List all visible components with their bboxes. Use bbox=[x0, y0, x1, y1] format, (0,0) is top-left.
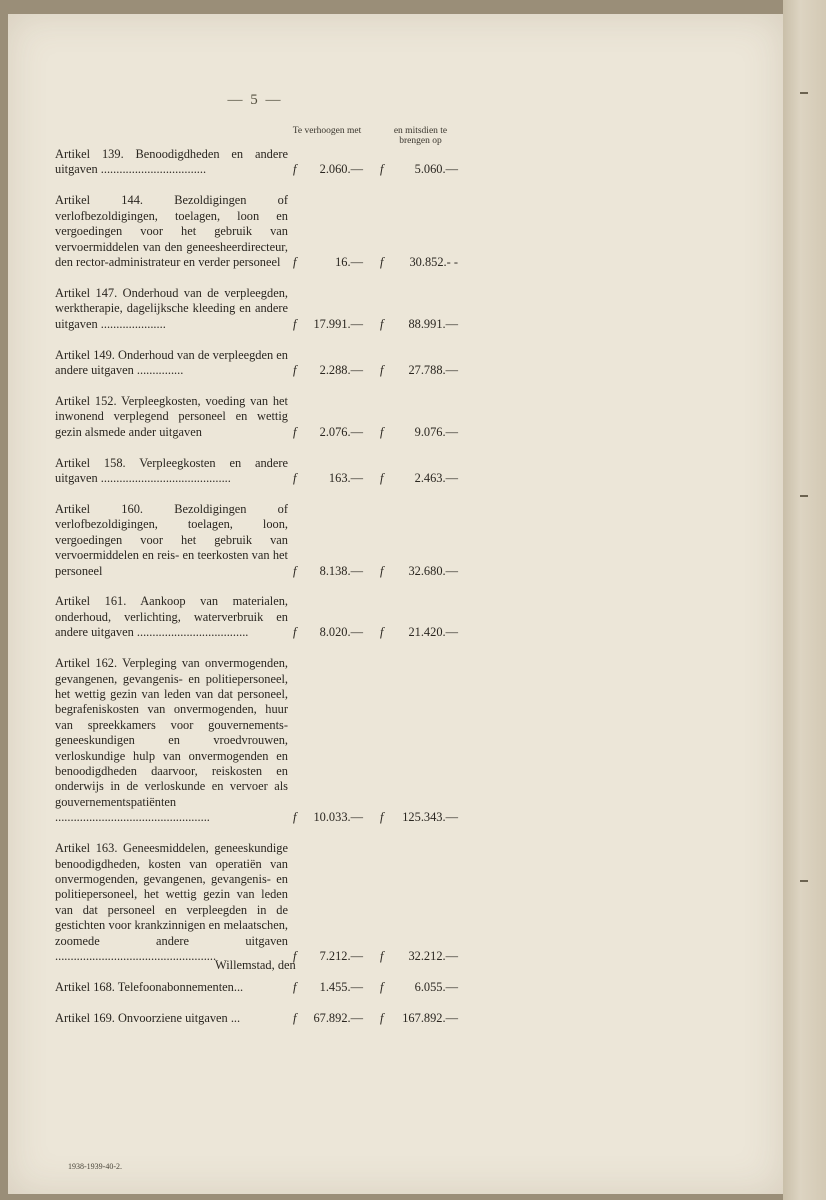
amount-value: 2.060.— bbox=[319, 162, 363, 177]
entry-increase-amount bbox=[293, 425, 365, 440]
currency-symbol: f bbox=[293, 1010, 297, 1025]
amount-value: 167.892.— bbox=[402, 1010, 458, 1025]
amount-value: 21.420.— bbox=[408, 625, 458, 640]
currency-symbol: f bbox=[293, 254, 297, 269]
entry-description: Artikel 139. Benoodigdheden en andere uitgaven .................................. bbox=[55, 147, 288, 177]
entry-description: Artikel 169. Onvoorziene uitgaven ... bbox=[55, 1010, 241, 1025]
entry-total-amount bbox=[380, 625, 460, 640]
amount-value: 9.076.— bbox=[414, 424, 458, 439]
edge-mark bbox=[800, 92, 808, 94]
entry-increase-amount bbox=[293, 980, 365, 995]
entry-increase-amount bbox=[293, 363, 365, 378]
currency-symbol: f bbox=[293, 471, 297, 485]
column-header-total-line2: brengen op bbox=[399, 136, 442, 146]
entry-description: Artikel 158. Verpleegkosten en andere uitgaven .......................................... bbox=[55, 455, 288, 485]
currency-symbol: f bbox=[293, 362, 297, 377]
budget-entry bbox=[55, 456, 465, 487]
signature-line: Willemstad, den bbox=[215, 958, 296, 972]
entry-description: Artikel 149. Onderhoud van de verpleegden en andere uitgaven ............... bbox=[55, 347, 288, 377]
page-number: — 5 — bbox=[227, 92, 283, 108]
entry-total-amount bbox=[380, 425, 460, 440]
entry-increase-amount bbox=[293, 317, 365, 332]
entry-total-amount bbox=[380, 317, 460, 332]
amount-value: 17.991.— bbox=[313, 316, 363, 331]
amount-value: 27.788.— bbox=[408, 362, 458, 377]
entry-total-amount bbox=[380, 471, 460, 486]
budget-entry bbox=[55, 147, 465, 178]
budget-entry bbox=[55, 394, 465, 440]
budget-entry bbox=[55, 656, 465, 825]
entry-total-amount bbox=[380, 980, 460, 995]
currency-symbol: f bbox=[380, 979, 384, 994]
amount-value: 10.033.— bbox=[313, 810, 363, 825]
budget-entry bbox=[55, 841, 465, 964]
amount-value: 125.343.— bbox=[402, 810, 458, 825]
currency-symbol: f bbox=[293, 979, 297, 994]
amount-value: 32.212.— bbox=[408, 948, 458, 963]
currency-symbol: f bbox=[293, 948, 297, 963]
entry-description: Artikel 160. Bezoldigingen of verlofbezoldigingen, toelagen, loon, vergoedingen voor het gebruik van vervoermiddelen en reis- en teerkosten van het personeel bbox=[55, 501, 288, 578]
currency-symbol: f bbox=[380, 948, 384, 963]
currency-symbol: f bbox=[293, 316, 297, 331]
entry-increase-amount bbox=[293, 949, 365, 964]
currency-symbol: f bbox=[293, 424, 297, 439]
entry-total-amount bbox=[380, 162, 460, 177]
amount-value: 1.455.— bbox=[319, 979, 363, 994]
amount-value: 30.852.- - bbox=[409, 254, 458, 269]
entry-increase-amount bbox=[293, 810, 365, 825]
amount-value: 67.892.— bbox=[313, 1010, 363, 1025]
currency-symbol: f bbox=[380, 362, 384, 377]
amount-value: 7.212.— bbox=[319, 948, 363, 963]
amount-value: 8.138.— bbox=[319, 563, 363, 578]
currency-symbol: f bbox=[380, 316, 384, 331]
entry-total-amount bbox=[380, 564, 460, 579]
amount-value: 32.680.— bbox=[408, 563, 458, 578]
edge-mark bbox=[800, 880, 808, 882]
amount-value: 8.020.— bbox=[319, 625, 363, 640]
entry-description: Artikel 163. Geneesmiddelen, geneeskundige benoodigdheden, kosten van operatiën van onvermogenden, gevangenen, gevangenis- en politiepersoneel, het wettig gezin van leden van dat personeel en verpleegden in de gestichten voor krankzinnigen en melaatschen, zoomede andere uitgaven .................................................... bbox=[55, 841, 288, 963]
entry-increase-amount bbox=[293, 564, 365, 579]
entry-increase-amount bbox=[293, 255, 365, 270]
amount-value: 2.076.— bbox=[319, 424, 363, 439]
entry-description: Artikel 152. Verpleegkosten, voeding van het inwonend verplegend personeel en wettig gezin alsmede ander uitgaven bbox=[55, 393, 288, 439]
entry-total-amount bbox=[380, 255, 460, 270]
currency-symbol: f bbox=[293, 625, 297, 640]
entry-description: Artikel 162. Verpleging van onvermogenden, gevangenen, gevangenis- en politiepersoneel, het wettig gezin van leden van dat personeel, begrafeniskosten van onvermogenden, huur van spreekkamers voor gouvernements-geneeskundigen en vroedvrouwen, verloskundige hulp van onvermogenden en benoodigdheden daarvoor, reiskosten en onderwijs in de verloskunde en vervoer als gouvernementspatiënten .................................................. bbox=[55, 656, 288, 825]
budget-entry bbox=[55, 286, 465, 332]
entry-description: Artikel 144. Bezoldigingen of verlofbezoldigingen, toelagen, loon en vergoedingen voor het gebruik van vervoermiddelen van den geneesheerdirecteur, den rector-administrateur en verder personeel bbox=[55, 193, 288, 269]
budget-entry bbox=[55, 980, 465, 995]
currency-symbol: f bbox=[380, 563, 384, 578]
entry-total-amount bbox=[380, 810, 460, 825]
amount-value: 88.991.— bbox=[408, 316, 458, 331]
amount-value: 16.— bbox=[335, 254, 363, 269]
column-header-increase: Te verhoogen met bbox=[292, 126, 362, 136]
currency-symbol: f bbox=[380, 625, 384, 640]
entry-total-amount bbox=[380, 363, 460, 378]
budget-entry bbox=[55, 348, 465, 379]
entry-description: Artikel 161. Aankoop van materialen, onderhoud, verlichting, waterverbruik en andere uitgaven .................................... bbox=[55, 594, 288, 640]
budget-entry bbox=[55, 1011, 465, 1026]
amount-value: 5.060.— bbox=[414, 162, 458, 177]
currency-symbol: f bbox=[380, 471, 384, 485]
footer-code: 1938-1939-40-2. bbox=[68, 1162, 122, 1171]
entry-total-amount bbox=[380, 1011, 460, 1026]
amount-value: 6.055.— bbox=[414, 979, 458, 994]
amount-value: 2.288.— bbox=[319, 362, 363, 377]
column-header-total-line1: en mitsdien te bbox=[393, 126, 448, 136]
budget-entry bbox=[55, 594, 465, 640]
entry-description: Artikel 168. Telefoonabonnementen... bbox=[55, 979, 244, 994]
adjacent-page-edge bbox=[783, 0, 826, 1200]
currency-symbol: f bbox=[293, 810, 297, 825]
entry-increase-amount bbox=[293, 471, 365, 486]
budget-entry bbox=[55, 193, 465, 270]
currency-symbol: f bbox=[380, 810, 384, 825]
budget-entry bbox=[55, 502, 465, 579]
column-header-total bbox=[378, 126, 463, 146]
currency-symbol: f bbox=[380, 254, 384, 269]
currency-symbol: f bbox=[293, 563, 297, 578]
currency-symbol: f bbox=[380, 1010, 384, 1025]
entry-increase-amount bbox=[293, 625, 365, 640]
currency-symbol: f bbox=[380, 424, 384, 439]
amount-value: 163.— bbox=[328, 471, 363, 485]
entry-increase-amount bbox=[293, 162, 365, 177]
budget-entries bbox=[55, 147, 465, 1042]
currency-symbol: f bbox=[380, 162, 384, 177]
entry-total-amount bbox=[380, 949, 460, 964]
amount-value: 2.463.— bbox=[414, 471, 458, 485]
edge-mark bbox=[800, 495, 808, 497]
entry-increase-amount bbox=[293, 1011, 365, 1026]
currency-symbol: f bbox=[293, 162, 297, 177]
entry-description: Artikel 147. Onderhoud van de verpleegden, werktherapie, dagelijksche kleeding en andere uitgaven ..................... bbox=[55, 285, 288, 331]
